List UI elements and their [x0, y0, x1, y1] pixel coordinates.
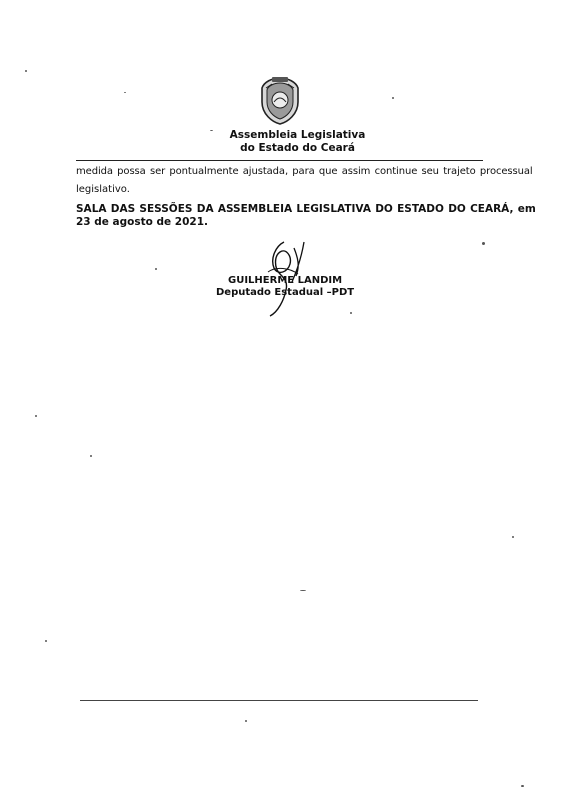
scan-speck [482, 242, 485, 245]
scan-speck [90, 455, 92, 457]
scan-speck [300, 590, 306, 591]
scan-speck [35, 415, 37, 417]
scan-speck [512, 536, 514, 538]
scan-speck [124, 92, 126, 93]
scan-speck [350, 312, 352, 314]
scan-speck [392, 97, 394, 99]
footer-divider [80, 700, 478, 701]
signatory-role: Deputado Estadual –PDT [216, 287, 355, 298]
coat-of-arms-icon [258, 76, 302, 126]
body-paragraph-line: medida possa ser pontualmente ajustada, para que assim continue seu trajeto processual [76, 166, 533, 177]
closing-date: 23 de agosto de 2021. [76, 216, 209, 228]
scan-speck [45, 640, 47, 642]
signatory-name: GUILHERME LANDIM [228, 275, 343, 286]
institution-state: do Estado do Ceará [240, 142, 355, 154]
header-divider [76, 160, 483, 161]
scan-speck [521, 785, 524, 787]
scan-speck [245, 720, 247, 722]
institution-name: Assembleia Legislativa [229, 129, 366, 141]
scan-speck [210, 130, 213, 131]
closing-statement: SALA DAS SESSÕES DA ASSEMBLEIA LEGISLATIVA DO ESTADO DO CEARÁ, em [76, 203, 536, 215]
scan-speck [155, 268, 157, 270]
scan-speck [25, 70, 27, 72]
body-paragraph-line: legislativo. [76, 184, 130, 195]
